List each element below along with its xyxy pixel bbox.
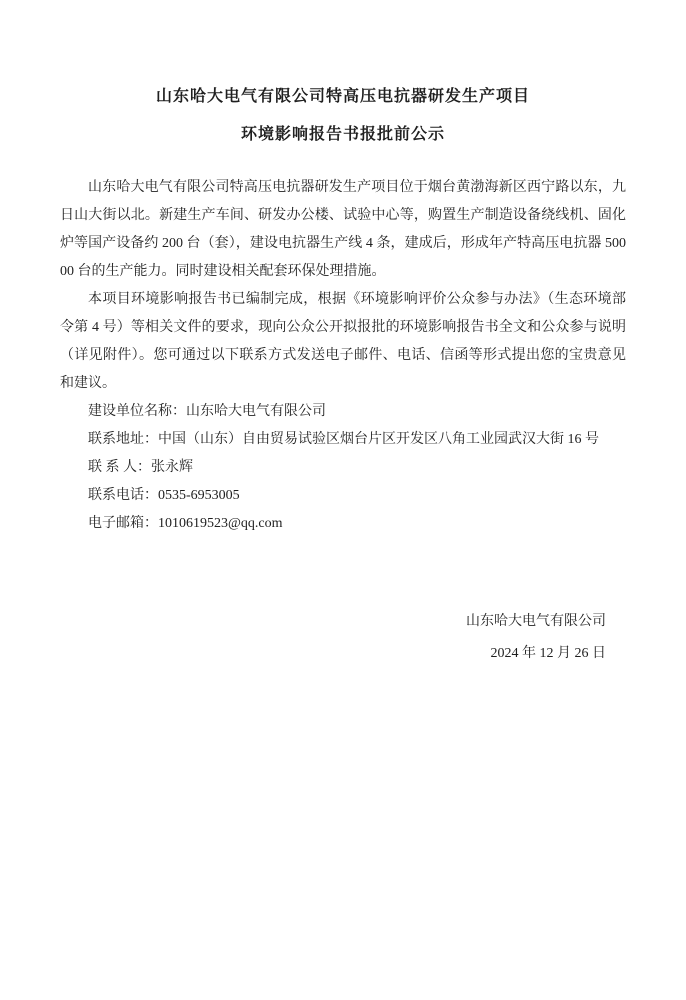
contact-value-address: 中国（山东）自由贸易试验区烟台片区开发区八角工业园武汉大街 16 号 xyxy=(158,432,599,447)
contact-label-person: 联 系 人： xyxy=(88,460,151,475)
contact-line-person xyxy=(60,454,626,482)
contact-value-phone: 0535-6953005 xyxy=(158,488,240,503)
contact-value-construction-unit: 山东哈大电气有限公司 xyxy=(186,404,326,419)
contact-line-construction-unit xyxy=(60,398,626,426)
paragraph-public-participation-notice: 本项目环境影响报告书已编制完成，根据《环境影响评价公众参与办法》（生态环境部令第 4 号）等相关文件的要求，现向公众公开拟报批的环境影响报告书全文和公众参与说明（详见附件）。您可通过以下联系方式发送电子邮件、电话、信函等形式提出您的宝贵意见和建议。 xyxy=(60,292,626,391)
signature-block xyxy=(60,606,626,670)
document-title-line2: 环境影响报告书报批前公示 xyxy=(240,126,445,143)
contact-label-email: 电子邮箱： xyxy=(88,516,158,531)
contact-value-person: 张永辉 xyxy=(151,460,193,475)
signature-date: 2024 年 12 月 26 日 xyxy=(490,646,606,661)
contact-value-email: 1010619523@qq.com xyxy=(158,516,283,531)
signature-company: 山东哈大电气有限公司 xyxy=(466,614,606,629)
contact-label-construction-unit: 建设单位名称： xyxy=(88,404,186,419)
contact-line-email xyxy=(60,510,626,538)
contact-line-phone xyxy=(60,482,626,510)
document-title-line1: 山东哈大电气有限公司特高压电抗器研发生产项目 xyxy=(155,88,530,105)
contact-label-address: 联系地址： xyxy=(88,432,158,447)
paragraph-project-overview: 山东哈大电气有限公司特高压电抗器研发生产项目位于烟台黄渤海新区西宁路以东，九日山大街以北。新建生产车间、研发办公楼、试验中心等，购置生产制造设备绕线机、固化炉等国产设备约 200 台（套），建设电抗器生产线 4 条，建成后，形成年产特高压电抗器 50000 台的生产能力。同时建设相关配套环保处理措施。 xyxy=(60,180,626,279)
contact-line-address xyxy=(60,426,626,454)
contact-label-phone: 联系电话： xyxy=(88,488,158,503)
title-block xyxy=(60,78,626,154)
